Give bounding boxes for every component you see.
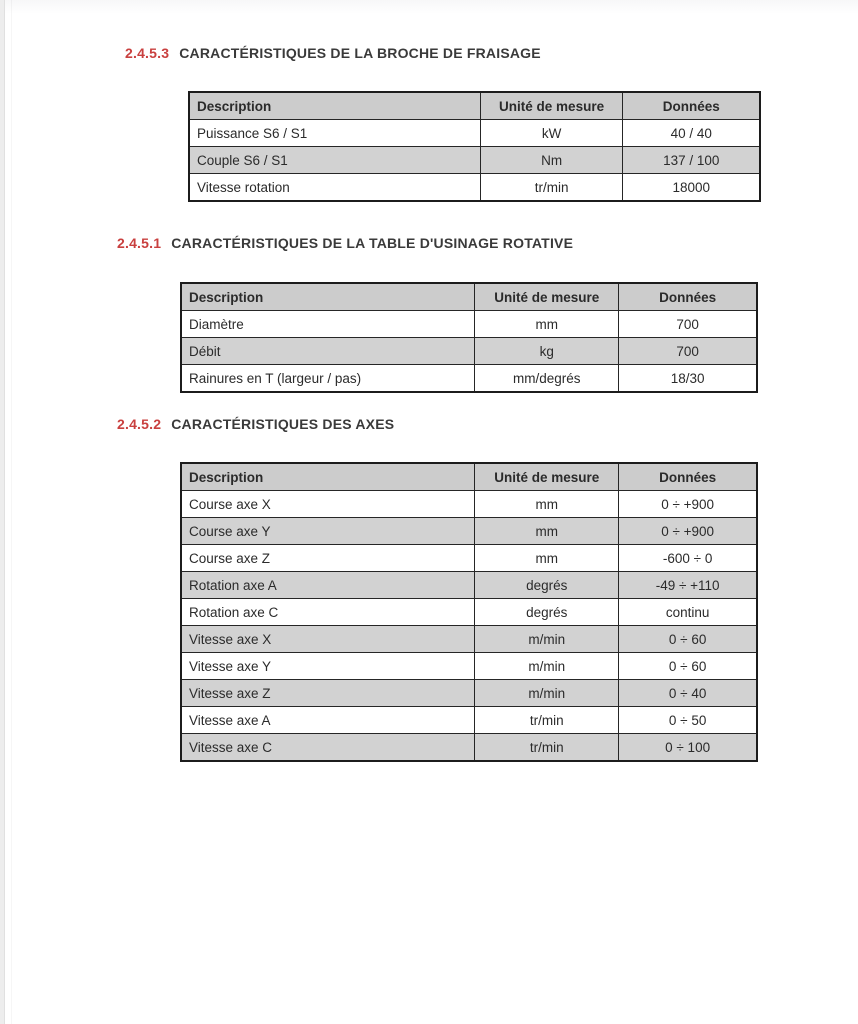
table-row (181, 491, 757, 518)
cell-description: Vitesse axe Y (181, 653, 475, 680)
cell-description: Vitesse axe A (181, 707, 475, 734)
column-header: Description (181, 463, 475, 491)
table-row (181, 707, 757, 734)
cell-description: Course axe Z (181, 545, 475, 572)
cell-unit: degrés (475, 572, 619, 599)
page-left-edge (0, 0, 5, 1024)
cell-unit: tr/min (480, 174, 623, 202)
cell-unit: mm (475, 311, 619, 338)
section-heading (117, 235, 573, 251)
table-row (181, 365, 757, 393)
cell-unit: mm (475, 491, 619, 518)
table-row (189, 120, 760, 147)
section-heading (125, 45, 541, 61)
table-row (181, 338, 757, 365)
table-row (181, 545, 757, 572)
cell-value: -600 ÷ 0 (619, 545, 757, 572)
column-header: Données (619, 463, 757, 491)
cell-value: continu (619, 599, 757, 626)
cell-unit: kW (480, 120, 623, 147)
cell-value: 0 ÷ +900 (619, 491, 757, 518)
cell-unit: mm (475, 545, 619, 572)
spec-table (180, 282, 758, 393)
cell-value: 0 ÷ 100 (619, 734, 757, 762)
cell-description: Puissance S6 / S1 (189, 120, 480, 147)
table-row (189, 174, 760, 202)
cell-value: 0 ÷ 50 (619, 707, 757, 734)
cell-value: 18/30 (619, 365, 757, 393)
column-header: Données (619, 283, 757, 311)
section-number: 2.4.5.1 (117, 235, 162, 251)
section-number: 2.4.5.2 (117, 416, 162, 432)
cell-unit: mm/degrés (475, 365, 619, 393)
table-row (181, 734, 757, 762)
table-row (181, 572, 757, 599)
cell-unit: m/min (475, 626, 619, 653)
cell-description: Rainures en T (largeur / pas) (181, 365, 475, 393)
cell-value: 0 ÷ 60 (619, 626, 757, 653)
table-header-row (181, 283, 757, 311)
cell-description: Rotation axe C (181, 599, 475, 626)
cell-unit: kg (475, 338, 619, 365)
cell-value: 700 (619, 311, 757, 338)
column-header: Unité de mesure (480, 92, 623, 120)
cell-value: 0 ÷ +900 (619, 518, 757, 545)
column-header: Unité de mesure (475, 463, 619, 491)
cell-unit: tr/min (475, 707, 619, 734)
cell-value: 0 ÷ 40 (619, 680, 757, 707)
cell-description: Course axe Y (181, 518, 475, 545)
page-top-fade (0, 0, 858, 14)
column-header: Description (181, 283, 475, 311)
cell-unit: Nm (480, 147, 623, 174)
cell-description: Débit (181, 338, 475, 365)
cell-description: Couple S6 / S1 (189, 147, 480, 174)
page-left-edge-line (11, 0, 12, 1024)
cell-unit: mm (475, 518, 619, 545)
cell-description: Vitesse rotation (189, 174, 480, 202)
cell-unit: tr/min (475, 734, 619, 762)
column-header: Description (189, 92, 480, 120)
cell-value: -49 ÷ +110 (619, 572, 757, 599)
table-row (181, 626, 757, 653)
cell-value: 18000 (623, 174, 760, 202)
column-header: Unité de mesure (475, 283, 619, 311)
cell-description: Vitesse axe C (181, 734, 475, 762)
table-row (181, 653, 757, 680)
cell-value: 137 / 100 (623, 147, 760, 174)
table-header-row (181, 463, 757, 491)
cell-unit: m/min (475, 680, 619, 707)
table-row (181, 518, 757, 545)
cell-value: 700 (619, 338, 757, 365)
cell-description: Course axe X (181, 491, 475, 518)
cell-unit: degrés (475, 599, 619, 626)
section-number: 2.4.5.3 (125, 45, 170, 61)
cell-description: Vitesse axe X (181, 626, 475, 653)
table-row (181, 599, 757, 626)
table-row (181, 311, 757, 338)
column-header: Données (623, 92, 760, 120)
cell-value: 40 / 40 (623, 120, 760, 147)
spec-table (188, 91, 761, 202)
table-row (181, 680, 757, 707)
section-title: CARACTÉRISTIQUES DE LA TABLE D'USINAGE ROTATIVE (171, 235, 574, 251)
cell-description: Rotation axe A (181, 572, 475, 599)
cell-description: Vitesse axe Z (181, 680, 475, 707)
section-title: CARACTÉRISTIQUES DES AXES (171, 416, 395, 432)
section-title: CARACTÉRISTIQUES DE LA BROCHE DE FRAISAGE (179, 45, 541, 61)
cell-value: 0 ÷ 60 (619, 653, 757, 680)
cell-unit: m/min (475, 653, 619, 680)
spec-table (180, 462, 758, 762)
table-row (189, 147, 760, 174)
table-header-row (189, 92, 760, 120)
section-heading (117, 416, 394, 432)
cell-description: Diamètre (181, 311, 475, 338)
